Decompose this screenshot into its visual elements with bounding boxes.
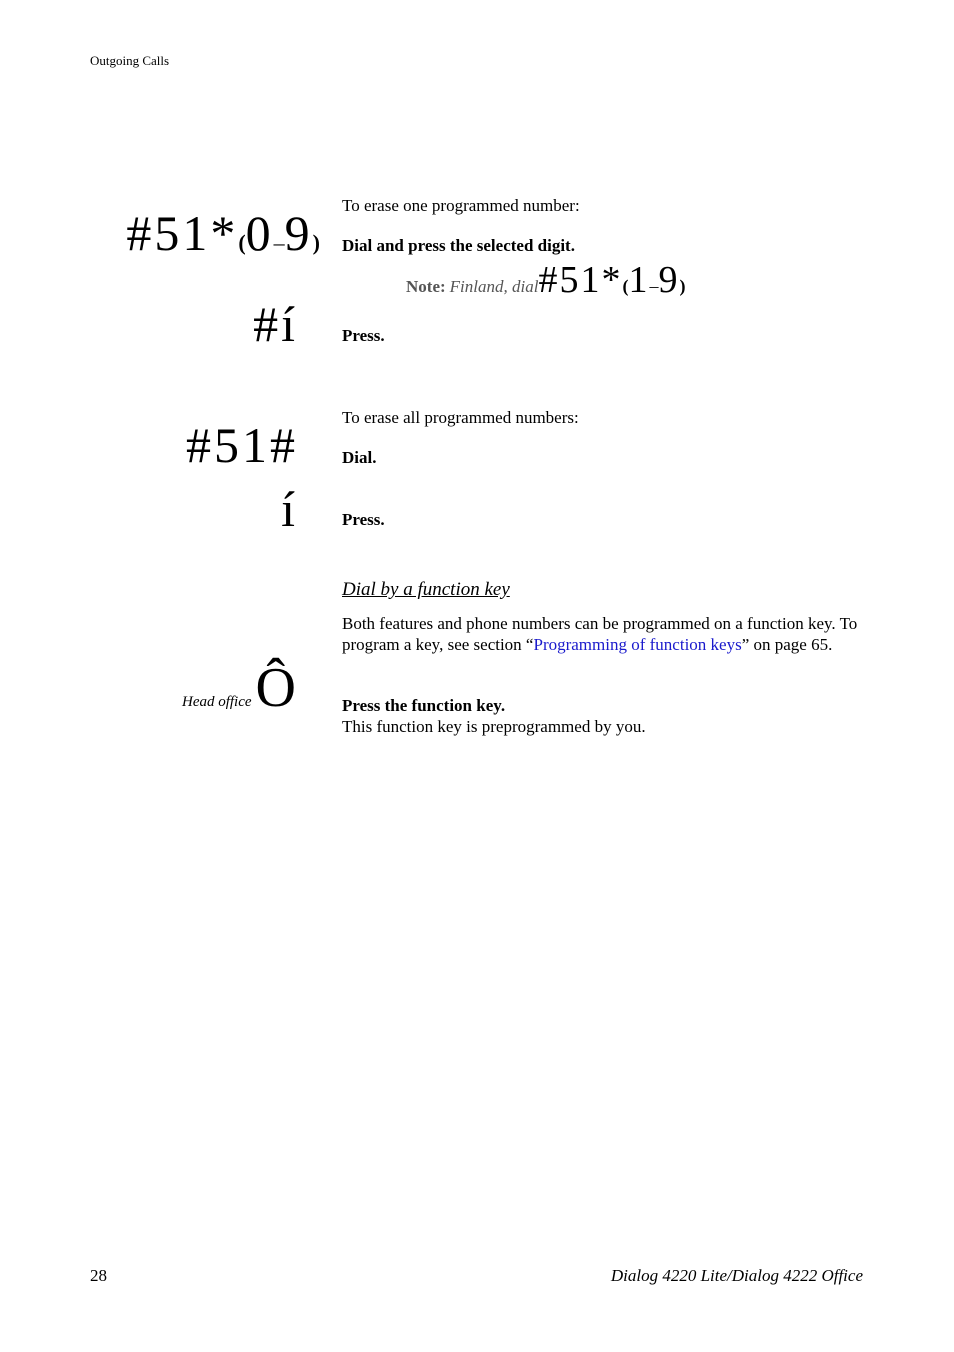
page-number: 28 xyxy=(90,1266,107,1285)
note-text: Finland, dial xyxy=(449,277,539,296)
note-key-code: #51* xyxy=(538,259,623,301)
para-before-link: Both features and phone numbers can be programmed on a function key. To program a key, see section “ xyxy=(342,614,858,654)
section-title: Dial by a function key xyxy=(342,579,510,600)
erase-all-key-code: #51# xyxy=(186,417,298,473)
function-key-description: This function key is preprogrammed by you. xyxy=(342,717,646,736)
finland-note xyxy=(406,258,685,302)
note-paren-close: ) xyxy=(679,276,686,296)
erase-one-confirm-key: #í xyxy=(253,296,298,352)
erase-all-confirm-instruction: Press. xyxy=(342,510,385,529)
function-key-icon: Ô xyxy=(255,657,296,719)
range-end-key: 9 xyxy=(284,205,313,261)
erase-all-intro: To erase all programmed numbers: xyxy=(342,408,579,427)
erase-one-intro: To erase one programmed number: xyxy=(342,196,580,215)
erase-one-key-code: #51* xyxy=(126,205,239,261)
erase-all-instruction: Dial. xyxy=(342,448,377,467)
range-start-key: 0 xyxy=(245,205,274,261)
programming-function-keys-link[interactable]: Programming of function keys xyxy=(533,635,742,654)
erase-one-key-sequence xyxy=(126,205,320,261)
note-range-end: 9 xyxy=(658,259,680,301)
function-key-paragraph xyxy=(342,613,867,655)
range-dash: – xyxy=(273,230,285,255)
note-paren-open: ( xyxy=(622,276,629,296)
note-label: Note: xyxy=(406,277,446,296)
function-key-graphic xyxy=(181,657,296,719)
product-name: Dialog 4220 Lite/Dialog 4222 Office xyxy=(610,1266,863,1285)
function-key-instruction: Press the function key. xyxy=(342,696,506,715)
running-header: Outgoing Calls xyxy=(90,53,170,68)
paren-open: ( xyxy=(238,230,246,255)
erase-one-instruction: Dial and press the selected digit. xyxy=(342,236,575,255)
note-range-dash: – xyxy=(649,276,659,296)
note-range-start: 1 xyxy=(628,259,650,301)
paren-close: ) xyxy=(312,230,320,255)
function-key-label: Head office xyxy=(181,694,252,710)
erase-all-confirm-key: í xyxy=(281,481,298,537)
para-after-link: ” on page 65. xyxy=(741,635,833,654)
erase-one-confirm-instruction: Press. xyxy=(342,326,385,345)
